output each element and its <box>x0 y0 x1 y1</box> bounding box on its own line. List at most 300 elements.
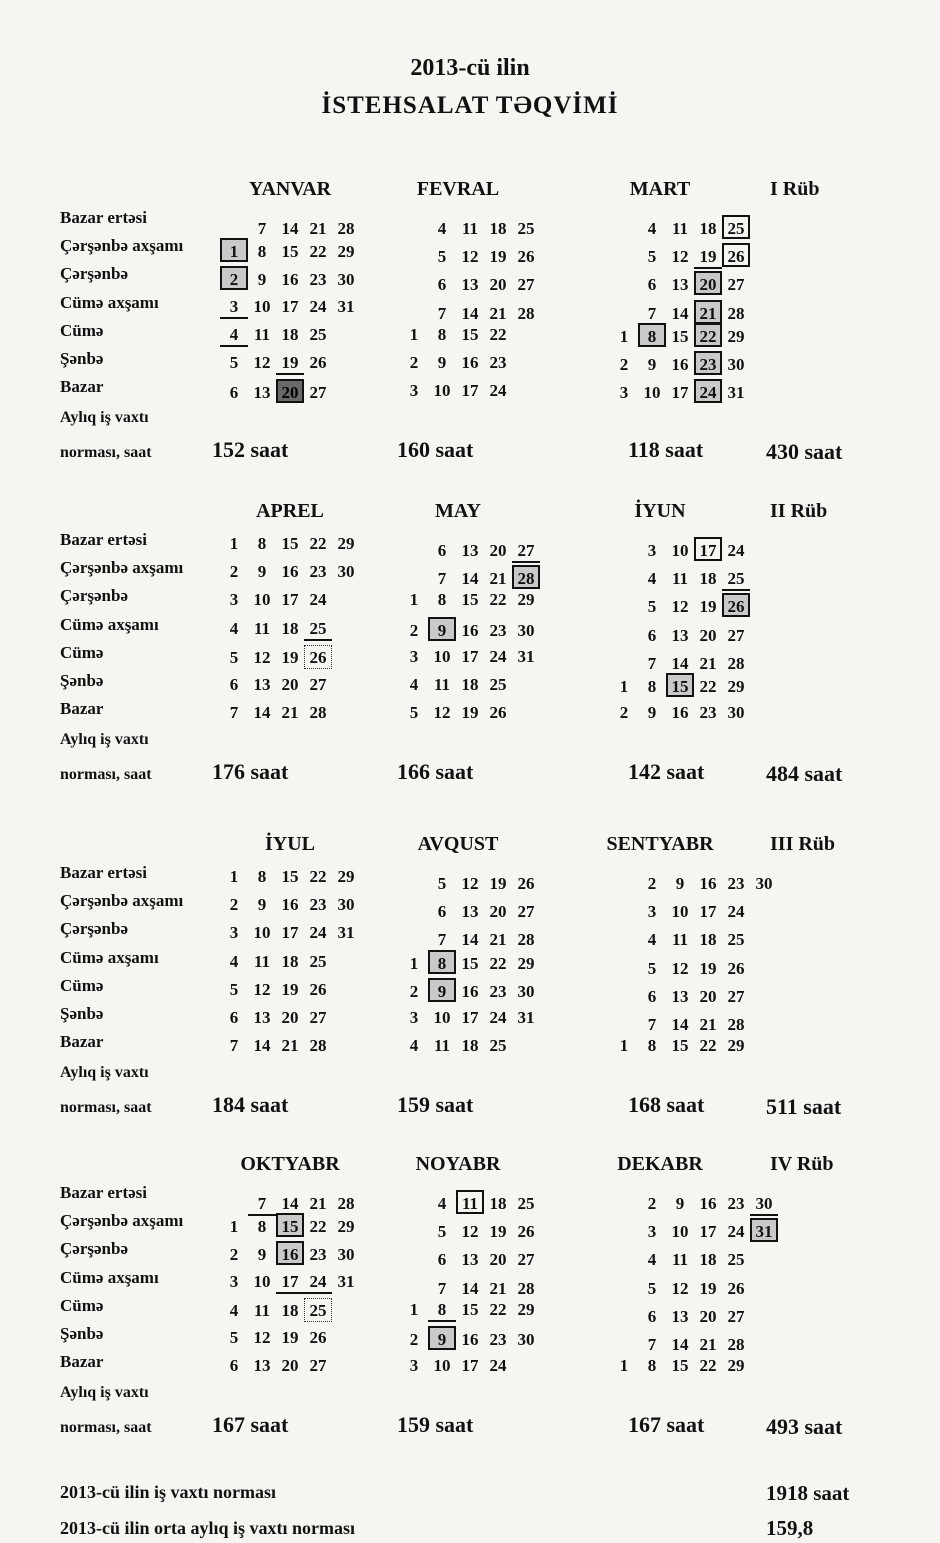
calendar-day <box>400 1213 428 1237</box>
calendar-day: 13 <box>253 1356 271 1376</box>
weekday-label: Şənbə <box>60 1324 104 1343</box>
calendar-day: 24 <box>727 1222 745 1242</box>
calendar-day: 9 <box>647 703 657 723</box>
weekday-label: Cümə axşamı <box>60 292 159 312</box>
calendar-day: 2 <box>647 874 657 893</box>
calendar-day: 8 <box>257 1217 267 1237</box>
calendar-day: 9 <box>257 270 267 290</box>
calendar-day <box>610 865 638 889</box>
calendar-day: 4 <box>220 323 248 347</box>
calendar-day: 29 <box>727 1356 745 1376</box>
day-row <box>220 1298 332 1323</box>
calendar-day: 29 <box>337 242 355 262</box>
calendar-day: 23 <box>309 270 327 290</box>
day-row <box>400 865 540 896</box>
calendar-day: 25 <box>304 1298 332 1322</box>
calendar-day: 7 <box>647 303 657 323</box>
month-name: İYUL <box>264 833 315 855</box>
day-row <box>220 266 360 292</box>
month-norm: 159 saat <box>397 1092 474 1118</box>
calendar-day: 19 <box>276 351 304 375</box>
year-norm-label: 2013-cü ilin iş vaxtı norması <box>60 1482 277 1502</box>
calendar-day: 4 <box>647 219 657 238</box>
calendar-day: 23 <box>727 874 745 893</box>
calendar-day: 2 <box>647 1194 657 1213</box>
calendar-day: 14 <box>461 930 479 950</box>
calendar-day: 19 <box>281 1328 299 1347</box>
calendar-day <box>400 295 428 319</box>
month-norm: 167 saat <box>628 1412 705 1438</box>
calendar-day: 13 <box>671 275 689 295</box>
calendar-day: 22 <box>309 1217 327 1237</box>
calendar-day: 11 <box>433 1036 451 1056</box>
month-name: YANVAR <box>248 178 332 200</box>
calendar-day: 19 <box>489 874 507 893</box>
calendar-day <box>400 266 428 290</box>
weekday-label: Çərşənbə <box>60 264 128 284</box>
holiday-day: 9 <box>428 978 456 1002</box>
norm-label-line1: Aylıq iş vaxtı <box>60 1064 149 1082</box>
calendar-day <box>610 1006 638 1030</box>
month-name: DEKABR <box>617 1153 703 1175</box>
calendar-day: 21 <box>281 1036 299 1056</box>
calendar-day: 5 <box>437 247 447 267</box>
calendar-day: 7 <box>647 1015 657 1034</box>
quarter-name: II Rüb <box>770 500 828 522</box>
calendar-day: 17 <box>281 296 299 316</box>
calendar-day: 16 <box>281 270 299 290</box>
month-norm: 168 saat <box>628 1092 705 1118</box>
calendar-day: 18 <box>489 1194 507 1213</box>
day-row <box>220 921 360 945</box>
month-name: AVQUST <box>417 833 499 855</box>
holiday-day: 8 <box>428 950 456 974</box>
calendar-day: 13 <box>461 541 479 560</box>
calendar-day: 31 <box>517 646 535 666</box>
calendar-day: 12 <box>253 1328 271 1347</box>
day-row <box>400 532 540 563</box>
calendar-day: 7 <box>647 653 657 673</box>
calendar-day: 6 <box>437 902 447 922</box>
calendar-day: 22 <box>699 677 717 696</box>
calendar-day: 27 <box>517 902 535 922</box>
calendar-day: 25 <box>489 675 507 694</box>
holiday-day: 15 <box>666 673 694 697</box>
calendar-day: 5 <box>437 874 447 893</box>
calendar-day: 26 <box>517 247 535 267</box>
day-row <box>400 1034 512 1058</box>
calendar-day: 31 <box>517 1008 535 1027</box>
calendar-day: 5 <box>409 703 419 723</box>
calendar-day <box>610 978 638 1002</box>
calendar-day: 25 <box>309 324 327 344</box>
calendar-day <box>400 1241 428 1265</box>
calendar-day: 5 <box>437 1222 447 1242</box>
calendar-day: 1 <box>409 1299 419 1319</box>
calendar-day: 15 <box>281 867 299 886</box>
calendar-day: 11 <box>253 324 271 344</box>
calendar-day: 31 <box>337 296 355 316</box>
calendar-day: 21 <box>699 1335 717 1354</box>
calendar-day: 1 <box>619 1036 629 1056</box>
calendar-day: 26 <box>722 243 750 267</box>
weekday-label: Bazar <box>60 699 104 719</box>
calendar-day: 1 <box>229 867 239 886</box>
calendar-day: 14 <box>253 703 271 723</box>
calendar-day: 6 <box>437 275 447 295</box>
day-row <box>400 978 540 1004</box>
calendar-day: 28 <box>727 1015 745 1034</box>
calendar-day: 20 <box>281 675 299 694</box>
calendar-day: 22 <box>699 1036 717 1056</box>
calendar-day: 14 <box>671 303 689 323</box>
calendar-day: 28 <box>337 219 355 238</box>
calendar-day: 17 <box>276 1270 304 1294</box>
calendar-day: 28 <box>727 303 745 323</box>
calendar-day: 29 <box>517 1299 535 1319</box>
calendar-day: 11 <box>253 951 271 971</box>
calendar-day: 22 <box>309 867 327 886</box>
calendar-day: 8 <box>428 1298 456 1322</box>
calendar-day: 24 <box>489 381 507 401</box>
calendar-day: 18 <box>461 675 479 694</box>
calendar-day: 21 <box>489 1278 507 1298</box>
calendar-day: 18 <box>699 219 717 238</box>
calendar-day: 21 <box>489 569 507 589</box>
calendar-day: 24 <box>727 541 745 560</box>
calendar-day: 24 <box>304 1270 332 1294</box>
calendar-day: 11 <box>671 1250 689 1270</box>
weekday-label: Cümə axşamı <box>60 947 159 967</box>
calendar-day: 12 <box>253 979 271 999</box>
day-row <box>610 323 750 349</box>
calendar-day: 6 <box>437 541 447 560</box>
calendar-day: 25 <box>517 1194 535 1213</box>
calendar-day: 16 <box>461 1330 479 1349</box>
norm-label-line1: Aylıq iş vaxtı <box>60 409 149 427</box>
calendar-day: 10 <box>253 590 271 610</box>
calendar-day: 25 <box>722 567 750 591</box>
calendar-day: 4 <box>647 569 657 589</box>
calendar-day <box>610 532 638 556</box>
calendar-day: 11 <box>461 219 479 238</box>
day-row <box>610 532 750 563</box>
calendar-day: 24 <box>489 646 507 666</box>
calendar-day: 5 <box>647 597 657 617</box>
calendar-day <box>610 893 638 917</box>
calendar-day: 15 <box>671 1356 689 1376</box>
day-row <box>610 617 750 648</box>
calendar-day: 23 <box>727 1194 745 1213</box>
month-norm: 152 saat <box>212 437 289 463</box>
calendar-day: 25 <box>517 219 535 238</box>
calendar-day: 22 <box>489 324 507 344</box>
calendar-day: 4 <box>409 675 419 694</box>
calendar-day: 21 <box>281 703 299 723</box>
calendar-day: 10 <box>433 381 451 401</box>
calendar-day <box>220 210 248 234</box>
calendar-day: 30 <box>727 355 745 374</box>
holiday-day: 22 <box>694 323 722 347</box>
calendar-day: 13 <box>461 275 479 295</box>
calendar-day: 15 <box>461 324 479 344</box>
calendar-day: 31 <box>337 923 355 943</box>
day-row <box>220 295 360 319</box>
calendar-day <box>400 921 428 945</box>
calendar-day: 22 <box>309 242 327 262</box>
calendar-day: 17 <box>671 383 689 403</box>
calendar-day: 29 <box>517 590 535 610</box>
holiday-day: 16 <box>276 1241 304 1265</box>
calendar-day: 14 <box>276 1192 304 1216</box>
day-row <box>400 238 540 269</box>
calendar-day: 16 <box>671 703 689 723</box>
weekday-label: Çərşənbə <box>60 1239 128 1259</box>
calendar-day: 27 <box>309 1356 327 1376</box>
calendar-day: 17 <box>699 902 717 922</box>
calendar-day: 23 <box>489 353 507 372</box>
calendar-day: 26 <box>727 958 745 978</box>
calendar-day: 18 <box>281 951 299 971</box>
weekday-label: Bazar ertəsi <box>60 1183 148 1202</box>
calendar-day: 18 <box>461 1036 479 1056</box>
day-row <box>610 950 750 981</box>
day-row <box>220 560 360 584</box>
day-row <box>610 978 750 1009</box>
calendar-day: 4 <box>647 930 657 950</box>
calendar-day: 9 <box>437 353 447 372</box>
calendar-day: 17 <box>281 590 299 610</box>
calendar-day: 11 <box>433 675 451 694</box>
calendar-day: 3 <box>229 590 239 610</box>
calendar-day: 7 <box>437 569 447 589</box>
day-row <box>610 1213 778 1244</box>
calendar-day: 6 <box>647 986 657 1006</box>
holiday-day: 24 <box>694 379 722 403</box>
day-row <box>400 1185 540 1216</box>
calendar-day: 9 <box>675 1194 685 1213</box>
calendar-day: 27 <box>727 275 745 295</box>
quarter-name: III Rüb <box>770 833 836 855</box>
calendar-day: 25 <box>309 951 327 971</box>
calendar-day: 13 <box>671 986 689 1006</box>
calendar-day: 3 <box>409 381 419 401</box>
day-row <box>220 379 332 405</box>
holiday-day: 26 <box>722 593 750 617</box>
calendar-day: 14 <box>671 653 689 673</box>
calendar-day: 14 <box>671 1335 689 1354</box>
day-row <box>400 617 540 643</box>
holiday-day: 8 <box>638 323 666 347</box>
calendar-day: 12 <box>253 647 271 667</box>
day-row <box>610 210 750 241</box>
calendar-day: 18 <box>699 569 717 589</box>
calendar-day: 12 <box>461 874 479 893</box>
weekday-label: Bazar <box>60 1352 104 1372</box>
calendar-day: 15 <box>281 534 299 553</box>
calendar-day: 6 <box>647 625 657 645</box>
day-row <box>220 1213 360 1239</box>
day-row <box>400 1270 540 1301</box>
calendar-day: 8 <box>257 242 267 262</box>
day-row <box>610 921 750 952</box>
calendar-day: 1 <box>619 326 629 346</box>
calendar-day: 7 <box>248 1192 276 1216</box>
calendar-day: 3 <box>220 295 248 319</box>
calendar-day: 29 <box>337 867 355 886</box>
calendar-day: 21 <box>309 219 327 238</box>
calendar-day: 27 <box>727 625 745 645</box>
calendar-day: 21 <box>699 653 717 673</box>
calendar-day: 16 <box>699 1194 717 1213</box>
calendar-day: 26 <box>309 979 327 999</box>
calendar-day: 13 <box>671 625 689 645</box>
calendar-day: 10 <box>433 1356 451 1376</box>
calendar-day <box>610 1241 638 1265</box>
calendar-day: 3 <box>229 1271 239 1291</box>
calendar-day: 28 <box>337 1194 355 1213</box>
calendar-day <box>400 1185 428 1209</box>
day-row <box>400 1213 540 1244</box>
calendar-day <box>610 1326 638 1350</box>
calendar-day: 14 <box>253 1036 271 1056</box>
calendar-day: 23 <box>309 1245 327 1265</box>
calendar-day: 29 <box>727 677 745 696</box>
calendar-day: 6 <box>647 275 657 295</box>
calendar-day: 7 <box>437 1278 447 1298</box>
calendar-day: 26 <box>304 645 332 669</box>
calendar-day: 20 <box>489 275 507 295</box>
day-row <box>610 1326 750 1357</box>
calendar-day: 5 <box>647 247 657 267</box>
calendar-day: 6 <box>229 1356 239 1376</box>
day-row <box>220 532 360 556</box>
holiday-day: 28 <box>512 565 540 589</box>
calendar-day: 27 <box>309 383 327 403</box>
calendar-day: 29 <box>517 953 535 973</box>
calendar-day: 29 <box>337 1217 355 1237</box>
month-name: MAY <box>435 500 481 522</box>
calendar-day: 18 <box>281 1300 299 1320</box>
day-row <box>220 1354 332 1378</box>
weekday-label: Şənbə <box>60 671 104 690</box>
calendar-day: 4 <box>229 1300 239 1320</box>
day-row <box>610 1034 750 1058</box>
calendar-day: 27 <box>517 1250 535 1270</box>
calendar-day: 10 <box>253 1271 271 1291</box>
avg-norm-label: 2013-cü ilin orta aylıq iş vaxtı norması <box>60 1518 356 1538</box>
calendar-day: 17 <box>461 646 479 666</box>
year-norm-value: 1918 saat <box>766 1481 850 1505</box>
calendar-day: 1 <box>229 1217 239 1237</box>
calendar-day: 20 <box>699 625 717 645</box>
day-row <box>400 210 540 241</box>
weekday-label: Bazar <box>60 1032 104 1052</box>
calendar-day: 26 <box>517 874 535 893</box>
calendar-day <box>400 560 428 584</box>
calendar-day <box>610 617 638 641</box>
calendar-day: 18 <box>699 930 717 950</box>
calendar-day: 6 <box>229 1008 239 1027</box>
calendar-day: 4 <box>229 618 239 638</box>
holiday-day: 31 <box>750 1218 778 1242</box>
day-row <box>400 950 540 976</box>
calendar-day: 20 <box>281 1008 299 1027</box>
calendar-day: 8 <box>257 867 267 886</box>
norm-label-line2: norması, saat <box>60 1419 152 1437</box>
calendar-day: 20 <box>489 902 507 922</box>
calendar-day <box>610 1213 638 1237</box>
calendar-day: 30 <box>337 270 355 290</box>
calendar-day: 3 <box>229 923 239 943</box>
calendar-day: 13 <box>253 675 271 694</box>
calendar-day: 31 <box>727 383 745 403</box>
calendar-day: 19 <box>699 1278 717 1298</box>
norm-label-line1: Aylıq iş vaxtı <box>60 1384 149 1402</box>
calendar-day: 17 <box>461 1008 479 1027</box>
calendar-day <box>610 1270 638 1294</box>
calendar-day: 12 <box>671 247 689 267</box>
calendar-day: 12 <box>671 958 689 978</box>
calendar-day: 9 <box>647 355 657 374</box>
calendar-day: 20 <box>489 541 507 560</box>
day-row <box>220 238 360 264</box>
calendar-day: 19 <box>461 703 479 723</box>
calendar-day: 10 <box>433 646 451 666</box>
calendar-day: 9 <box>675 874 685 893</box>
calendar-day: 14 <box>461 569 479 589</box>
calendar-day <box>610 210 638 234</box>
calendar-day: 7 <box>257 219 267 238</box>
calendar-day: 2 <box>229 1245 239 1265</box>
holiday-day: 20 <box>694 271 722 295</box>
calendar-day: 3 <box>647 902 657 922</box>
calendar-day: 23 <box>309 562 327 582</box>
calendar-day: 9 <box>257 895 267 915</box>
day-row <box>400 295 540 326</box>
day-row <box>220 893 360 917</box>
calendar-day: 7 <box>229 1036 239 1056</box>
calendar-day: 19 <box>489 1222 507 1242</box>
calendar-day: 5 <box>229 353 239 372</box>
day-row <box>220 588 332 612</box>
day-row <box>400 1298 540 1322</box>
weekday-label: Çərşənbə axşamı <box>60 236 184 256</box>
day-row <box>220 645 332 670</box>
calendar-day: 30 <box>517 981 535 1001</box>
day-row <box>400 701 512 725</box>
calendar-day: 15 <box>671 1036 689 1056</box>
calendar-day: 22 <box>699 1356 717 1376</box>
calendar-day: 30 <box>337 895 355 915</box>
month-name: İYUN <box>634 500 686 522</box>
calendar-day: 2 <box>409 981 419 1001</box>
calendar-day: 15 <box>671 326 689 346</box>
calendar-day: 6 <box>647 1306 657 1326</box>
calendar-day: 27 <box>512 539 540 563</box>
calendar-day: 13 <box>461 1250 479 1270</box>
weekday-label: Çərşənbə <box>60 919 128 939</box>
calendar-day: 1 <box>619 1356 629 1376</box>
calendar-day: 23 <box>699 703 717 723</box>
calendar-day: 21 <box>489 930 507 950</box>
calendar-day: 15 <box>461 953 479 973</box>
calendar-day: 11 <box>671 569 689 589</box>
quarter-total: 484 saat <box>766 761 843 787</box>
day-row <box>400 351 512 375</box>
calendar-day: 7 <box>428 928 456 952</box>
calendar-day: 13 <box>253 383 271 403</box>
